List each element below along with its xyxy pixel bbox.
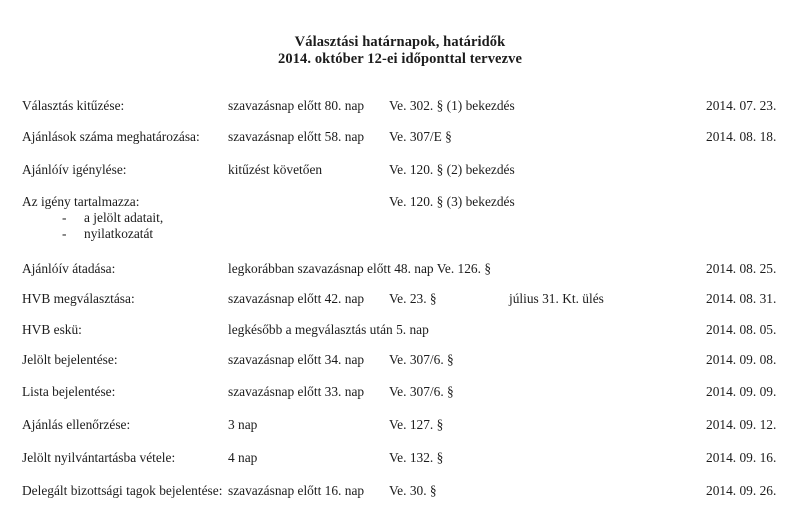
row-deadline: legkésőbb a megválasztás után 5. nap bbox=[228, 322, 429, 337]
row-label: HVB eskü: bbox=[22, 322, 82, 337]
row-law: Ve. 307/E § bbox=[389, 129, 452, 144]
row-date: 2014. 08. 18. bbox=[706, 129, 777, 144]
row-label: Ajánlóív átadása: bbox=[22, 261, 116, 276]
row-date: 2014. 07. 23. bbox=[706, 98, 777, 113]
row-date: 2014. 09. 26. bbox=[706, 483, 777, 498]
title-line-2: 2014. október 12-ei időponttal tervezve bbox=[277, 51, 523, 67]
row-label: Ajánlóív igénylése: bbox=[22, 162, 127, 177]
row-date: 2014. 09. 12. bbox=[706, 417, 777, 432]
row-label: HVB megválasztása: bbox=[22, 291, 135, 306]
row-note: július 31. Kt. ülés bbox=[509, 291, 604, 306]
row-law: Ve. 23. § bbox=[389, 291, 437, 306]
title-line-1: Választási határnapok, határidők bbox=[294, 34, 506, 50]
row-deadline: szavazásnap előtt 80. nap bbox=[228, 98, 365, 113]
list-item-text: a jelölt adatait, bbox=[84, 210, 164, 225]
row-deadline: szavazásnap előtt 33. nap bbox=[228, 384, 365, 399]
row-law: Ve. 302. § (1) bekezdés bbox=[389, 98, 515, 113]
row-deadline: 4 nap bbox=[228, 450, 258, 465]
row-label: Az igény tartalmazza: bbox=[22, 194, 140, 209]
list-item bbox=[62, 209, 163, 226]
row-law: Ve. 120. § (3) bekezdés bbox=[389, 194, 515, 209]
row-deadline: legkorábban szavazásnap előtt 48. nap Ve. 126. § bbox=[228, 261, 492, 276]
list-item-text: nyilatkozatát bbox=[84, 226, 154, 241]
row-date: 2014. 08. 25. bbox=[706, 261, 777, 276]
row-law: Ve. 127. § bbox=[389, 417, 444, 432]
row-deadline: kitűzést követően bbox=[228, 162, 323, 177]
row-date: 2014. 09. 08. bbox=[706, 352, 777, 367]
row-law: Ve. 307/6. § bbox=[389, 352, 454, 367]
row-law: Ve. 307/6. § bbox=[389, 384, 454, 399]
row-date: 2014. 08. 31. bbox=[706, 291, 777, 306]
row-deadline: szavazásnap előtt 16. nap bbox=[228, 483, 365, 498]
row-deadline: 3 nap bbox=[228, 417, 258, 432]
list-bullet: - bbox=[62, 210, 67, 225]
row-label: Ajánlások száma meghatározása: bbox=[22, 129, 200, 144]
list-item bbox=[62, 225, 153, 242]
row-deadline: szavazásnap előtt 34. nap bbox=[228, 352, 365, 367]
row-label: Ajánlás ellenőrzése: bbox=[22, 417, 131, 432]
row-label: Jelölt nyilvántartásba vétele: bbox=[22, 450, 176, 465]
row-date: 2014. 09. 09. bbox=[706, 384, 777, 399]
row-law: Ve. 132. § bbox=[389, 450, 444, 465]
row-label: Jelölt bejelentése: bbox=[22, 352, 118, 367]
row-label: Lista bejelentése: bbox=[22, 384, 116, 399]
row-label: Delegált bizottsági tagok bejelentése: bbox=[22, 483, 223, 498]
row-law: Ve. 120. § (2) bekezdés bbox=[389, 162, 515, 177]
row-deadline: szavazásnap előtt 58. nap bbox=[228, 129, 365, 144]
list-bullet: - bbox=[62, 226, 67, 241]
row-date: 2014. 09. 16. bbox=[706, 450, 777, 465]
row-date: 2014. 08. 05. bbox=[706, 322, 777, 337]
row-deadline: szavazásnap előtt 42. nap bbox=[228, 291, 365, 306]
row-law: Ve. 30. § bbox=[389, 483, 437, 498]
row-label: Választás kitűzése: bbox=[22, 98, 125, 113]
